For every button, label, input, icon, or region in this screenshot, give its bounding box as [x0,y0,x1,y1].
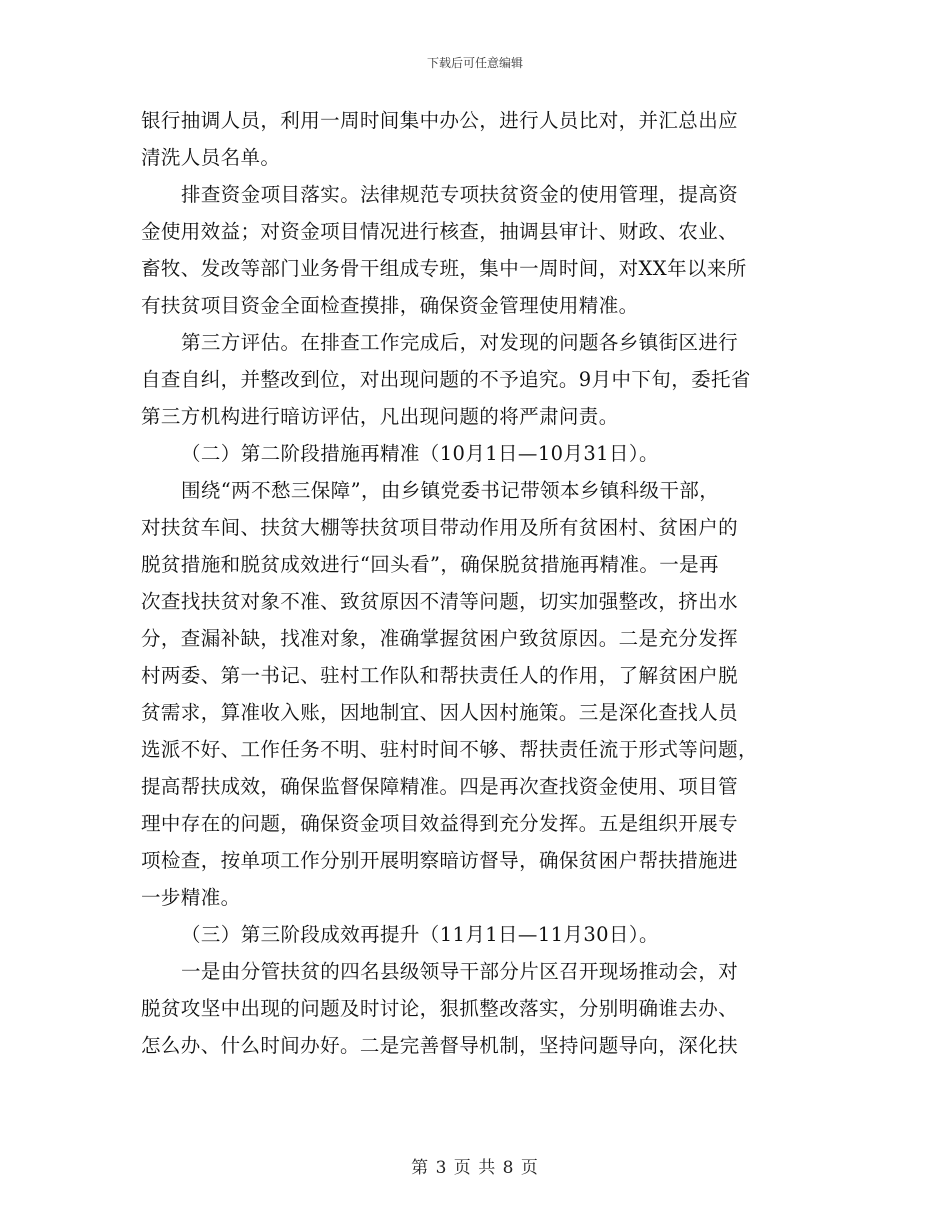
text-line: 理中存在的问题，确保资金项目效益得到充分发挥。五是组织开展专 [141,812,739,835]
paragraph-start: 围绕“两不愁三保障”，由乡镇党委书记带领本乡镇科级干部， [181,479,720,502]
text-line: 项检查，按单项工作分别开展明察暗访督导，确保贫困户帮扶措施进 [141,849,739,872]
text-line: 贫需求，算准收入账，因地制宜、因人因村施策。三是深化查找人员 [141,701,739,724]
text-line: 对扶贫车间、扶贫大棚等扶贫项目带动作用及所有贫困村、贫困户的 [141,516,739,539]
page-number: 第 3 页 共 8 页 [411,1158,539,1178]
text-line: 脱贫措施和脱贫成效进行“回头看”，确保脱贫措施再精准。一是再 [141,553,719,576]
section-heading: （三）第三阶段成效再提升（11月1日—11月30日）。 [181,923,659,946]
section-heading: （二）第二阶段措施再精准（10月1日—10月31日）。 [181,442,659,465]
text-line: 分，查漏补缺，找准对象，准确掌握贫困户致贫原因。二是充分发挥 [141,627,739,650]
paragraph-start: 一是由分管扶贫的四名县级领导干部分片区召开现场推动会，对 [181,960,739,983]
text-line: 次查找扶贫对象不准、致贫原因不清等问题，切实加强整改，挤出水 [141,590,739,613]
text-line: 畜牧、发改等部门业务骨干组成专班，集中一周时间，对XX年以来所 [141,257,747,280]
header-note: 下载后可任意编辑 [426,56,523,70]
text-line: 提高帮扶成效，确保监督保障精准。四是再次查找资金使用、项目管 [141,775,739,798]
document-body [141,102,809,1064]
text-line: 怎么办、什么时间办好。二是完善督导机制，坚持问题导向，深化扶 [141,1034,739,1057]
text-line: 选派不好、工作任务不明、驻村时间不够、帮扶责任流于形式等问题， [141,738,758,761]
text-line: 村两委、第一书记、驻村工作队和帮扶责任人的作用，了解贫困户脱 [141,664,739,687]
text-line: 自查自纠，并整改到位，对出现问题的不予追究。9月中下旬，委托省 [141,368,751,391]
text-line: 第三方机构进行暗访评估，凡出现问题的将严肃问责。 [141,405,619,428]
text-line: 金使用效益；对资金项目情况进行核查，抽调县审计、财政、农业、 [141,220,739,243]
text-line: 银行抽调人员，利用一周时间集中办公，进行人员比对，并汇总出应 [141,109,739,132]
paragraph-start: 第三方评估。在排查工作完成后，对发现的问题各乡镇街区进行 [181,331,739,354]
text-line: 一步精准。 [141,886,241,909]
text-line: 有扶贫项目资金全面检查摸排，确保资金管理使用精准。 [141,294,639,317]
text-line: 清洗人员名单。 [141,146,281,169]
paragraph-start: 排查资金项目落实。法律规范专项扶贫资金的使用管理，提高资 [181,183,739,206]
text-line: 脱贫攻坚中出现的问题及时讨论，狠抓整改落实，分别明确谁去办、 [141,997,739,1020]
